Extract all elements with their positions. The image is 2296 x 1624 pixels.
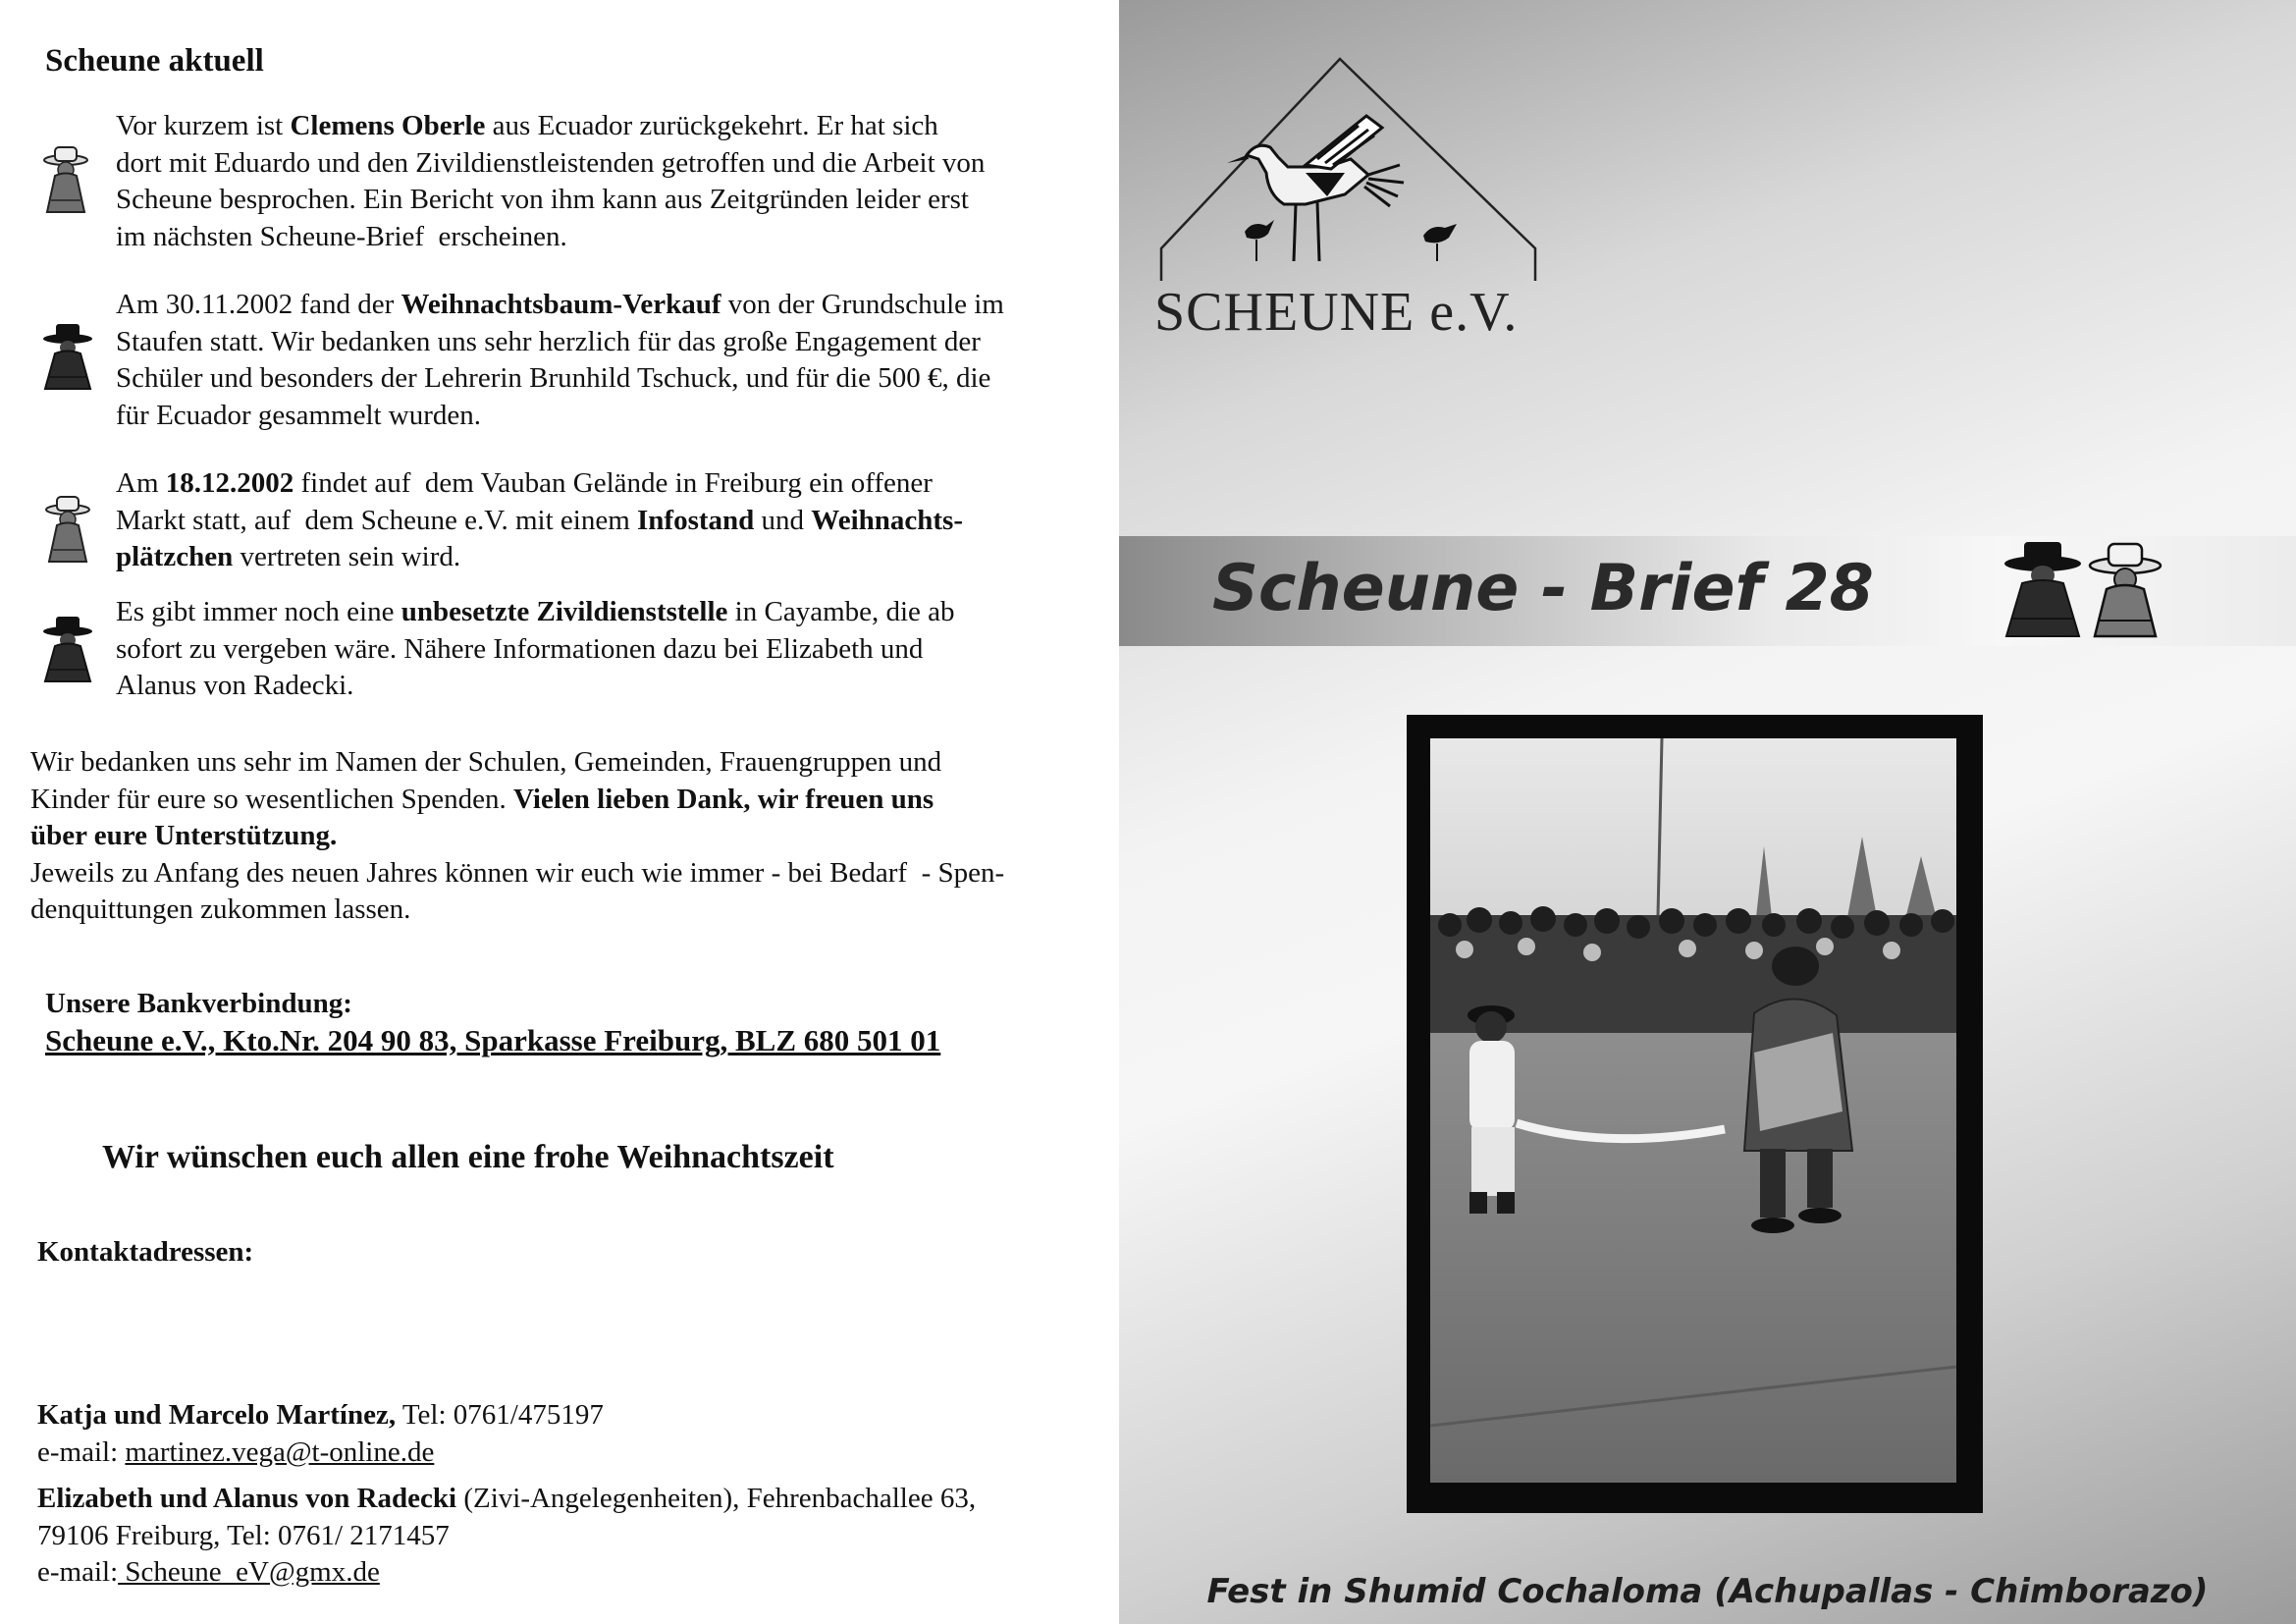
text-line: e-mail: martinez.vega@t-online.de	[37, 1435, 435, 1468]
text-line: Scheune besprochen. Ein Bericht von ihm kann aus Zeitgründen leider erst	[116, 184, 969, 215]
text-line: denquittungen zukommen lassen.	[30, 893, 411, 925]
bank-label: Unsere Bankverbindung:	[45, 988, 352, 1019]
text-line: im nächsten Scheune-Brief erscheinen.	[116, 220, 567, 252]
bold-text: 18.12.2002	[165, 467, 294, 499]
text-line: Alanus von Radecki.	[116, 670, 354, 701]
text-line: e-mail: Scheune_eV@gmx.de	[37, 1556, 380, 1588]
text-line: Elizabeth und Alanus von Radecki (Zivi-Angelegenheiten), Fehrenbachallee 63,	[37, 1483, 977, 1514]
bold-text: unbesetzte Zivildienststelle	[400, 596, 728, 627]
text-line: plätzchen vertreten sein wird.	[116, 541, 461, 572]
contacts-label: Kontaktadressen:	[37, 1236, 254, 1268]
newsletter-title: Scheune - Brief 28	[1212, 552, 1874, 625]
bold-text: über eure Unterstützung.	[30, 820, 338, 851]
text-line: Kinder für eure so wesentlichen Spenden. Vielen lieben Dank, wir freuen uns	[30, 783, 934, 815]
text-line: Katja und Marcelo Martínez, Tel: 0761/475197	[37, 1399, 604, 1431]
bold-text: Clemens Oberle	[290, 110, 486, 141]
text-line: dort mit Eduardo und den Zivildienstleistenden getroffen und die Arbeit von	[116, 146, 986, 179]
bold-text: Vielen lieben Dank, wir freuen uns	[513, 783, 934, 815]
news-item-3	[116, 465, 963, 576]
woman-white-hat-icon	[43, 493, 92, 568]
news-item-4	[116, 594, 955, 705]
contact-martinez	[37, 1397, 604, 1471]
text-line: Jeweils zu Anfang des neuen Jahres können wir euch wie immer - bei Bedarf - Spen-	[30, 856, 1005, 889]
email-link[interactable]: Scheune_eV@gmx.de	[118, 1556, 380, 1588]
bold-text: Infostand	[637, 504, 755, 536]
text-line: Schüler und besonders der Lehrerin Brunhild Tschuck, und für die 500 €, die	[116, 362, 991, 394]
text-line	[30, 818, 1004, 855]
news-item-1	[116, 108, 985, 255]
thanks-paragraph	[30, 744, 1004, 929]
text-line: Am 18.12.2002 findet auf dem Vauban Gelände in Freiburg ein offener	[116, 467, 933, 499]
section-heading: Scheune aktuell	[45, 43, 264, 79]
bold-text: Elizabeth und Alanus von Radecki	[37, 1483, 457, 1514]
logo-text: SCHEUNE e.V.	[1154, 282, 1519, 343]
christmas-greeting: Wir wünschen euch allen eine frohe Weihnachtszeit	[102, 1139, 834, 1175]
woman-black-hat-icon	[2002, 538, 2083, 642]
festival-photo	[1430, 738, 1956, 1483]
woman-white-hat-icon	[41, 143, 90, 218]
contact-radecki	[37, 1481, 976, 1592]
text-line: Wir bedanken uns sehr im Namen der Schulen, Gemeinden, Frauengruppen und	[30, 746, 942, 778]
text-line: für Ecuador gesammelt wurden.	[116, 399, 482, 431]
woman-black-hat-icon	[41, 322, 94, 393]
news-item-2	[116, 287, 1004, 434]
text-line: Es gibt immer noch eine unbesetzte Zivildienststelle in Cayambe, die ab	[116, 596, 955, 627]
text-line: Staufen statt. Wir bedanken uns sehr herzlich für das große Engagement der	[116, 325, 981, 357]
woman-black-hat-icon	[41, 615, 94, 685]
text-line: Markt statt, auf dem Scheune e.V. mit einem Infostand und Weihnachts-	[116, 504, 963, 536]
text-line: Vor kurzem ist Clemens Oberle aus Ecuador zurückgekehrt. Er hat sich	[116, 110, 938, 141]
email-link[interactable]: martinez.vega@t-online.de	[125, 1435, 435, 1468]
text-line: 79106 Freiburg, Tel: 0761/ 2171457	[37, 1519, 450, 1551]
bold-text: Weihnachts-	[811, 504, 963, 536]
bird-logo-icon	[1158, 57, 1541, 283]
woman-white-hat-icon	[2087, 538, 2163, 642]
bold-text: Katja und Marcelo Martínez,	[37, 1399, 397, 1431]
text-line: Am 30.11.2002 fand der Weihnachtsbaum-Verkauf von der Grundschule im	[116, 289, 1004, 320]
bank-details: Scheune e.V., Kto.Nr. 204 90 83, Sparkasse Freiburg, BLZ 680 501 01	[45, 1023, 941, 1057]
left-column	[0, 0, 1119, 1624]
bold-text: Weihnachtsbaum-Verkauf	[400, 289, 721, 320]
bold-text: plätzchen	[116, 541, 234, 572]
photo-caption: Fest in Shumid Cochaloma (Achupallas - Chimborazo)	[1206, 1572, 2209, 1611]
text-line: sofort zu vergeben wäre. Nähere Informationen dazu bei Elizabeth und	[116, 632, 924, 665]
